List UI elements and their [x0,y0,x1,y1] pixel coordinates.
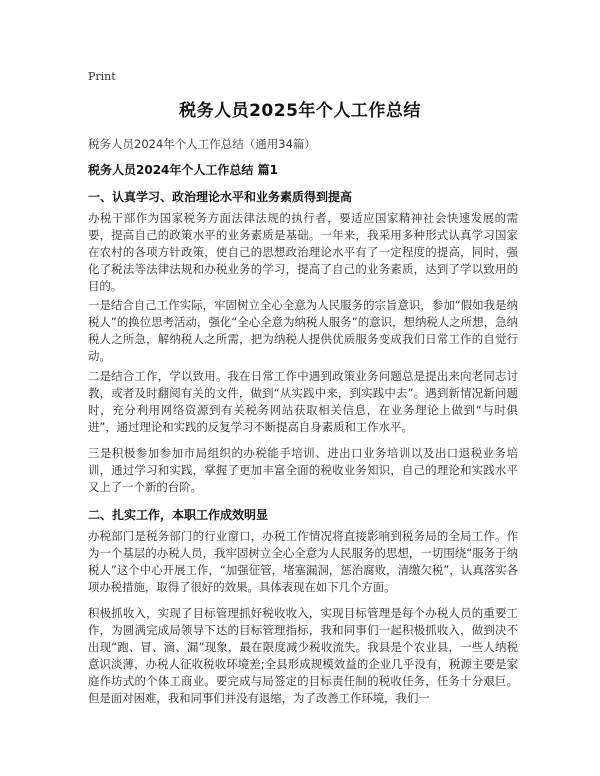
section-heading-1: 一、认真学习、政治理论水平和业务素质得到提高 [88,190,353,204]
document-subtitle: 税务人员2024年个人工作总结（通用34篇） [88,137,316,151]
paragraph-3: 二是结合工作，学以致用。我在日常工作中遇到政策业务问题总是提出来向老同志讨教，或者及时翻阅有关的文件，做到“从实践中来，到实践中去”。遇到新情况新问题时，充分利用网络资源到有关税务网站获取相关信息，在业务理论上做到“与时俱进”，通过理论和实践的反复学习不断提高自身素质和工作水平。 [88,369,518,434]
paragraph-4: 三是积极参加参加市局组织的办税能手培训、进出口业务培训以及出口退税业务培训，通过学习和实践，掌握了更加丰富全面的税收业务知识，自己的理论和实践水平又上了一个新的台阶。 [88,446,518,494]
print-link[interactable]: Print [88,70,116,83]
paragraph-6: 积极抓收入，实现了目标管理抓好税收收入，实现目标管理是每个办税人员的重要工作，为圆满完成局领导下达的目标管理指标，我和同事们一起积极抓收入，做到决不出现“跑、冒、滴、漏”现象，最在限度减少税收流失。我县是个农业县，一些人纳税意识淡薄，办税人征收税收环境差;全县形成规模效益的企业几乎没有，税源主要是家庭作坊式的个体工商业。要完成与局签定的目标责任制的税收任务，任务十分艰巨。但是面对困难，我和同事们并没有退缩，为了改善工作环境，我们一 [88,606,518,705]
paragraph-5: 办税部门是税务部门的行业窗口，办税工作情况将直接影响到税务局的全局工作。作为一个基层的办税人员，我牢固树立全心全意为人民服务的思想，一切围绕“服务于纳税人”这个中心开展工作，“加强征管，堵塞漏洞，惩治腐败，清缴欠税”，认真落实各项办税措施，取得了很好的效果。具体表现在如下几个方面。 [88,529,518,594]
section-heading-2: 二、扎实工作，本职工作成效明显 [88,508,269,522]
page-title: 税务人员2025年个人工作总结 [179,101,421,121]
part-heading: 税务人员2024年个人工作总结 篇1 [88,163,278,177]
paragraph-1: 办税干部作为国家税务方面法律法规的执行者，要适应国家精神社会快速发展的需要，提高自己的政策水平的业务素质是基础。一年来，我采用多种形式认真学习国家在农村的各项方针政策，使自己的思想政治理论水平有了一定程度的提高，同时，强化了税法等法律法规和办税业务的学习，提高了自己的业务素质，达到了学以致用的目的。 [88,211,518,293]
paragraph-2: 一是结合自己工作实际，牢固树立全心全意为人民服务的宗旨意识，参加“假如我是纳税人”的换位思考活动，强化“全心全意为纳税人服务”的意识，想纳税人之所想，急纳税人之所急，解纳税人之所需，把为纳税人提供优质服务变成我们日常工作的自觉行动。 [88,298,518,363]
